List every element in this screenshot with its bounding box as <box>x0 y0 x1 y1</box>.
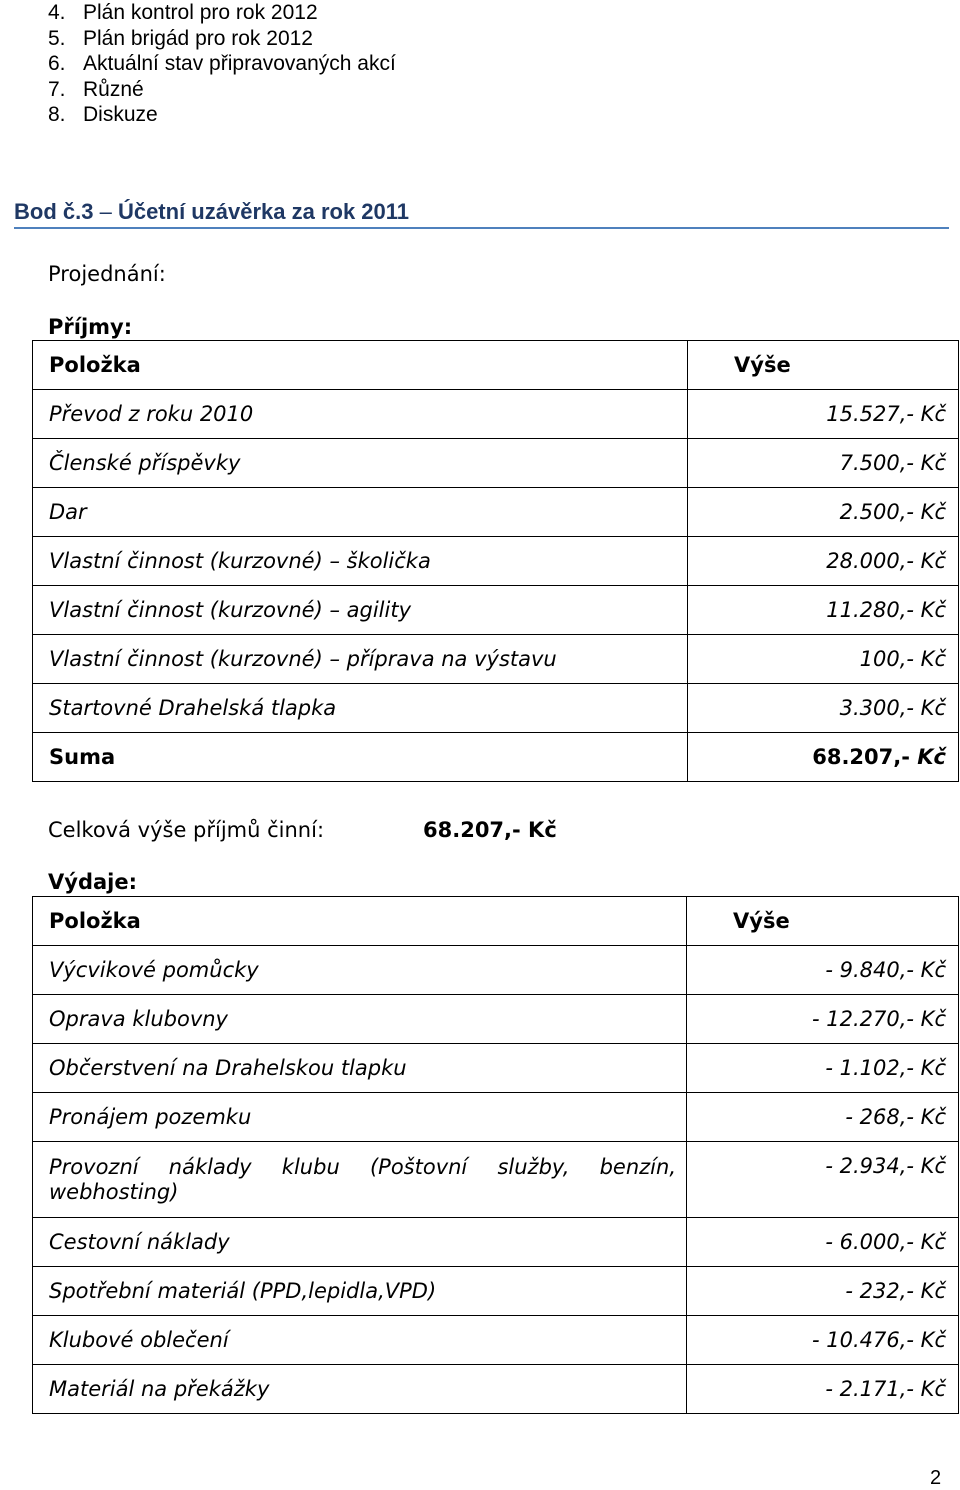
income-item: Převod z roku 2010 <box>33 390 688 439</box>
section-heading: Bod č.3 – Účetní uzávěrka za rok 2011 <box>14 199 949 229</box>
income-title: Příjmy: <box>48 315 133 339</box>
expense-item: Oprava klubovny <box>33 995 687 1044</box>
agenda-number: 5. <box>48 26 66 50</box>
expense-amount: - 232,- Kč <box>687 1267 959 1316</box>
table-row <box>33 537 959 586</box>
table-row <box>33 1142 959 1218</box>
income-amount: 3.300,- Kč <box>688 684 959 733</box>
sum-amount <box>688 733 959 782</box>
income-item: Členské příspěvky <box>33 439 688 488</box>
table-row <box>33 439 959 488</box>
expense-item: Cestovní náklady <box>33 1218 687 1267</box>
col-amount-header: Výše <box>687 897 959 946</box>
income-item: Dar <box>33 488 688 537</box>
table-row <box>33 1267 959 1316</box>
agenda-number: 4. <box>48 1 66 24</box>
sum-value: 68.207,- <box>812 745 910 769</box>
table-row <box>33 1044 959 1093</box>
income-item: Vlastní činnost (kurzovné) – příprava na výstavu <box>33 635 688 684</box>
table-row <box>33 1093 959 1142</box>
table-row <box>33 586 959 635</box>
income-amount: 100,- Kč <box>688 635 959 684</box>
expense-item: Spotřební materiál (PPD,lepidla,VPD) <box>33 1267 687 1316</box>
expense-amount: - 2.171,- Kč <box>687 1365 959 1414</box>
income-sum-row <box>33 733 959 782</box>
agenda-number: 7. <box>48 77 66 101</box>
income-amount: 7.500,- Kč <box>688 439 959 488</box>
agenda-text: Diskuze <box>83 103 158 126</box>
agenda-text: Plán brigád pro rok 2012 <box>83 26 313 50</box>
table-row <box>33 684 959 733</box>
expense-amount: - 9.840,- Kč <box>687 946 959 995</box>
income-amount: 28.000,- Kč <box>688 537 959 586</box>
income-amount: 11.280,- Kč <box>688 586 959 635</box>
expense-item: Občerstvení na Drahelskou tlapku <box>33 1044 687 1093</box>
expense-item: Pronájem pozemku <box>33 1093 687 1142</box>
sum-label: Suma <box>33 733 688 782</box>
table-row <box>33 390 959 439</box>
income-amount: 15.527,- Kč <box>688 390 959 439</box>
expense-item: Materiál na překážky <box>33 1365 687 1414</box>
agenda-item <box>48 102 396 128</box>
expense-amount: - 2.934,- Kč <box>687 1142 959 1218</box>
page-number: 2 <box>930 1467 942 1489</box>
total-income-value: 68.207,- Kč <box>423 818 557 842</box>
section-label: Bod č.3 <box>14 199 94 224</box>
expenses-header-row <box>33 897 959 946</box>
agenda-text: Aktuální stav připravovaných akcí <box>83 52 396 75</box>
income-item: Vlastní činnost (kurzovné) – školička <box>33 537 688 586</box>
agenda-text: Různé <box>83 77 144 101</box>
agenda-number: 8. <box>48 103 66 126</box>
expense-amount: - 6.000,- Kč <box>687 1218 959 1267</box>
table-row <box>33 488 959 537</box>
expense-item: Provozní náklady klubu (Poštovní služby, benzín, webhosting) <box>33 1142 687 1218</box>
expenses-title: Výdaje: <box>48 870 137 894</box>
section-title: Účetní uzávěrka za rok 2011 <box>117 199 410 224</box>
table-row <box>33 635 959 684</box>
income-item: Vlastní činnost (kurzovné) – agility <box>33 586 688 635</box>
expense-amount: - 12.270,- Kč <box>687 995 959 1044</box>
expense-amount: - 1.102,- Kč <box>687 1044 959 1093</box>
projednani-label: Projednání: <box>48 262 166 286</box>
table-row <box>33 1218 959 1267</box>
expense-item: Výcvikové pomůcky <box>33 946 687 995</box>
income-amount: 2.500,- Kč <box>688 488 959 537</box>
income-header-row <box>33 341 959 390</box>
expense-item: Klubové oblečení <box>33 1316 687 1365</box>
col-amount-header: Výše <box>688 341 959 390</box>
total-income-label: Celková výše příjmů činní: <box>48 818 325 842</box>
table-row <box>33 995 959 1044</box>
income-table <box>32 340 959 782</box>
agenda-item <box>48 26 396 52</box>
expenses-table <box>32 896 959 1414</box>
expense-amount: - 268,- Kč <box>687 1093 959 1142</box>
agenda-list <box>48 0 396 128</box>
income-item: Startovné Drahelská tlapka <box>33 684 688 733</box>
table-row <box>33 1365 959 1414</box>
agenda-number: 6. <box>48 52 66 75</box>
sum-currency: Kč <box>917 745 946 769</box>
agenda-item <box>48 51 396 77</box>
col-item-header: Položka <box>33 341 688 390</box>
agenda-text: Plán kontrol pro rok 2012 <box>83 1 318 24</box>
table-row <box>33 1316 959 1365</box>
expense-amount: - 10.476,- Kč <box>687 1316 959 1365</box>
agenda-item <box>48 0 396 26</box>
agenda-item <box>48 77 396 103</box>
col-item-header: Položka <box>33 897 687 946</box>
table-row <box>33 946 959 995</box>
